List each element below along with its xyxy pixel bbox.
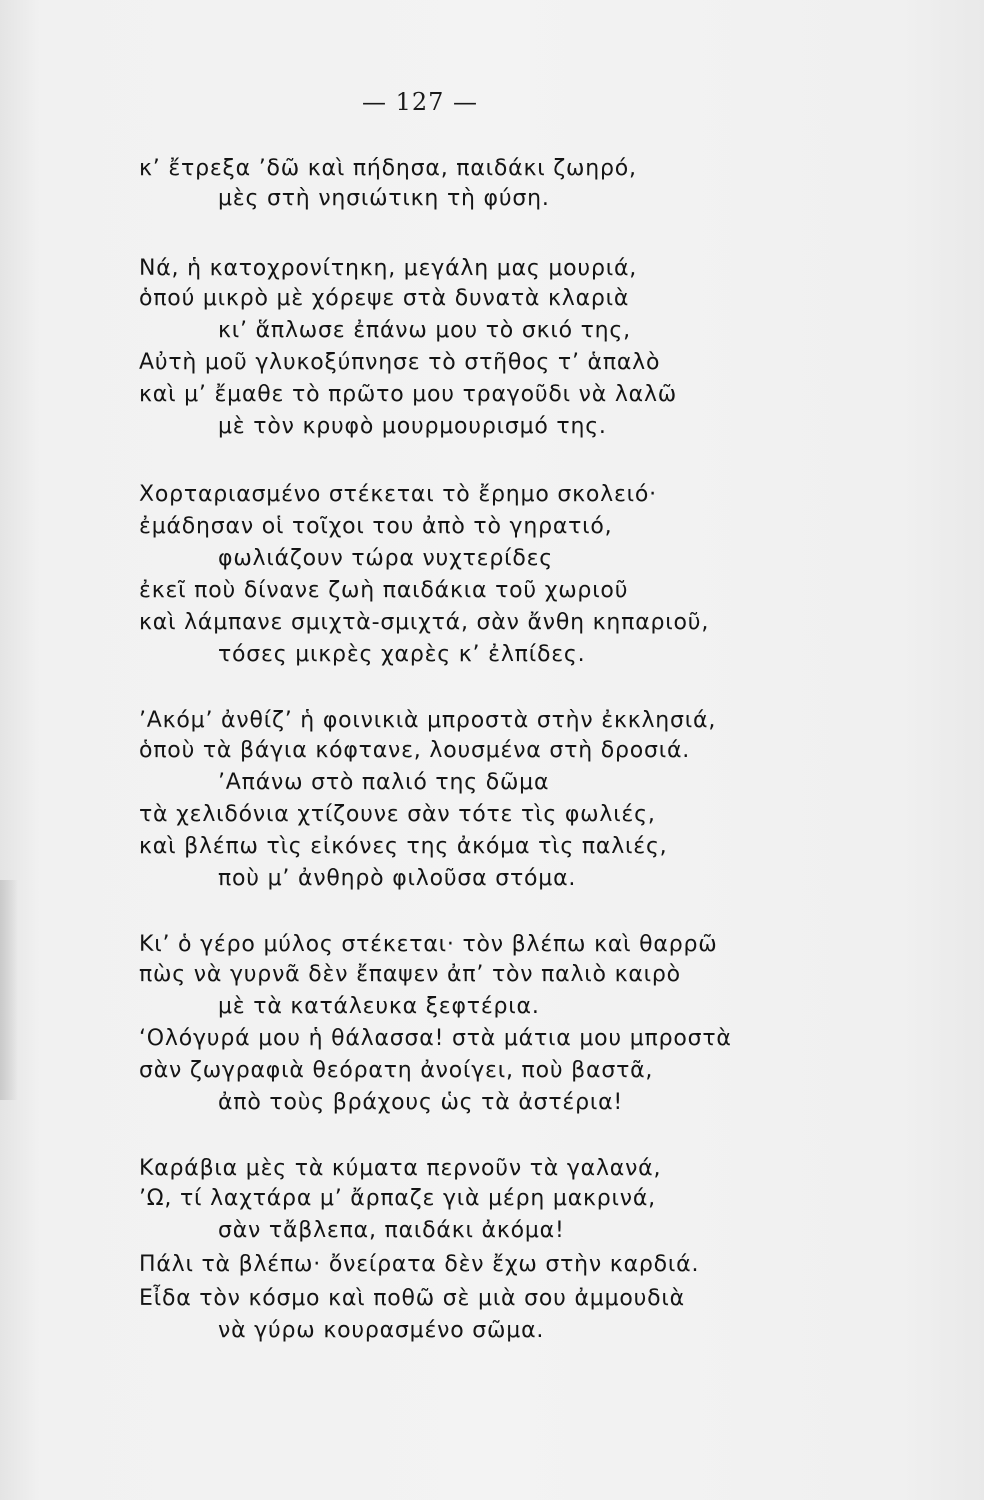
poem-line: ’Απάνω στὸ παλιό της δῶμα xyxy=(218,770,550,795)
poem-line: μὲ τὸν κρυφὸ μουρμουρισμό της. xyxy=(218,414,607,439)
poem-line: ἀπὸ τοὺς βράχους ὡς τὰ ἀστέρια! xyxy=(218,1090,624,1115)
poem-line: φωλιάζουν τώρα νυχτερίδες xyxy=(218,546,554,571)
poem-line: ὁπού μικρὸ μὲ χόρεψε στὰ δυνατὰ κλαριὰ xyxy=(139,286,630,311)
poem-line: τὰ χελιδόνια χτίζουνε σὰν τότε τὶς φωλιές, xyxy=(139,802,656,827)
poem-line: μὲ τὰ κατάλευκα ξεφτέρια. xyxy=(218,994,540,1019)
poem-line: ἐκεῖ ποὺ δίνανε ζωὴ παιδάκια τοῦ χωριοῦ xyxy=(139,578,629,603)
poem-line: καὶ μ’ ἔμαθε τὸ πρῶτο μου τραγοῦδι νὰ λαλῶ xyxy=(139,382,677,407)
poem-line: καὶ λάμπανε σμιχτὰ-σμιχτά, σὰν ἄνθη κηπαριοῦ, xyxy=(139,610,710,635)
poem-line: κ’ ἔτρεξα ’δῶ καὶ πήδησα, παιδάκι ζωηρό, xyxy=(139,156,637,181)
poem-line: τόσες μικρὲς χαρὲς κ’ ἐλπίδες. xyxy=(218,642,586,667)
poem-line: καὶ βλέπω τὶς εἰκόνες της ἀκόμα τὶς παλιές, xyxy=(139,834,668,859)
poem-line: Κι’ ὁ γέρο μύλος στέκεται· τὸν βλέπω καὶ θαρρῶ xyxy=(139,932,718,957)
poem-line: ’Ακόμ’ ἀνθίζ’ ἡ φοινικιὰ μπροστὰ στὴν ἐκκλησιά, xyxy=(139,708,717,733)
poem-line: Εἶδα τὸν κόσμο καὶ ποθῶ σὲ μιὰ σου ἀμμουδιὰ xyxy=(139,1286,685,1311)
poem-line: ‘Ολόγυρά μου ἡ θάλασσα! στὰ μάτια μου μπροστὰ xyxy=(139,1026,732,1051)
poem-line: κι’ ἅπλωσε ἐπάνω μου τὸ σκιό της, xyxy=(218,318,631,343)
poem-line: σὰν ζωγραφιὰ θεόρατη ἀνοίγει, ποὺ βαστᾶ, xyxy=(139,1058,654,1083)
poem-line: ἐμάδησαν οἱ τοῖχοι του ἀπὸ τὸ γηρατιό, xyxy=(139,514,613,539)
poem-line: μὲς στὴ νησιώτικη τὴ φύση. xyxy=(218,186,550,211)
poem-line: σὰν τἄβλεπα, παιδάκι ἀκόμα! xyxy=(218,1218,565,1243)
poem-line: Καράβια μὲς τὰ κύματα περνοῦν τὰ γαλανά, xyxy=(139,1156,662,1181)
poem-line: ’Ω, τί λαχτάρα μ’ ἄρπαζε γιὰ μέρη μακρινά, xyxy=(139,1186,656,1211)
poem-line: Νά, ἡ κατοχρονίτηκη, μεγάλη μας μουριά, xyxy=(139,256,638,281)
poem-line: Αὐτὴ μοῦ γλυκοξύπνησε τὸ στῆθος τ’ ἁπαλὸ xyxy=(139,350,661,375)
poem-line: πὼς νὰ γυρνᾶ δὲν ἔπαψεν ἀπ’ τὸν παλιὸ καιρὸ xyxy=(139,962,681,987)
page-edge-shadow xyxy=(0,880,18,1100)
poem-line: Χορταριασμένο στέκεται τὸ ἔρημο σκολειό· xyxy=(139,482,657,507)
poem-line: Πάλι τὰ βλέπω· ὄνείρατα δὲν ἔχω στὴν καρδιά. xyxy=(139,1252,700,1277)
poem-line: ὁποὺ τὰ βάγια κόφτανε, λουσμένα στὴ δροσιά. xyxy=(139,738,691,763)
page-number: — 127 — xyxy=(361,88,479,116)
poem-line: ποὺ μ’ ἀνθηρὸ φιλοῦσα στόμα. xyxy=(218,866,577,891)
poem-line: νὰ γύρω κουρασμένο σῶμα. xyxy=(218,1318,545,1343)
